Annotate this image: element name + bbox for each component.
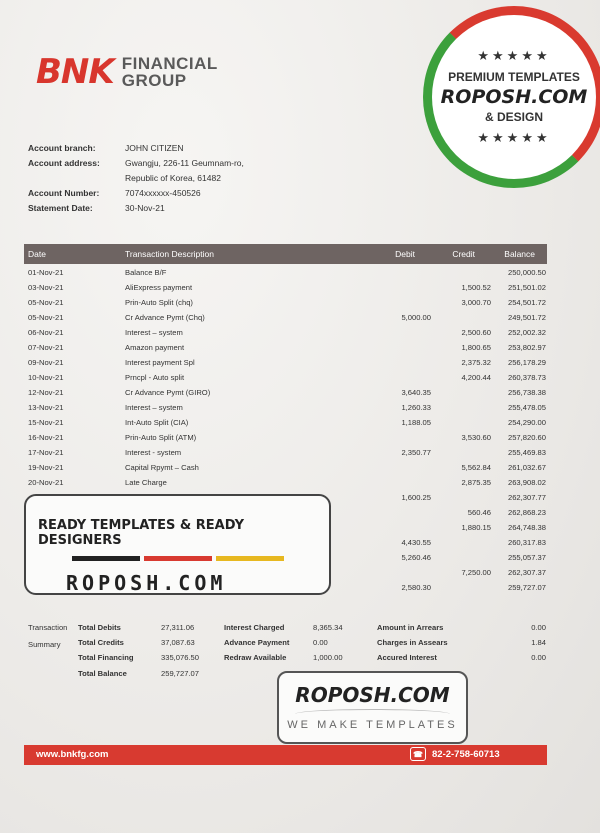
ready-templates-watermark [24,494,331,595]
branch-row [28,140,244,155]
row-credit: 5,562.84 [461,463,491,472]
row-balance: 249,501.72 [507,313,546,322]
row-credit: 4,200.44 [461,373,491,382]
table-row [24,265,547,280]
row-date: 07-Nov-21 [28,343,64,352]
branch-label: Account branch: [28,142,96,153]
badge-line-3: & DESIGN [484,110,543,124]
total-financing-value: 335,076.50 [161,653,200,662]
bank-logo [36,52,218,92]
total-debits-value: 27,311.06 [161,623,195,632]
interest-charged-value: 8,365.34 [313,623,343,632]
color-bars [72,556,317,561]
address-row [28,155,244,170]
row-credit: 1,500.52 [461,283,491,292]
roposh-title: ROPOSH.COM [295,683,450,707]
badge-line-2: ROPOSH.COM [440,86,588,108]
row-date: 09-Nov-21 [28,358,64,367]
row-balance: 253,802.97 [507,343,546,352]
statement-date-value: 30-Nov-21 [125,202,165,213]
amount-arrears-label: Amount in Arrears [377,623,444,632]
header-debit: Debit [395,249,415,259]
row-balance: 264,748.38 [507,523,546,532]
row-date: 05-Nov-21 [28,298,64,307]
premium-templates-badge [423,6,600,188]
row-credit: 3,530.60 [461,433,491,442]
row-description: Interest – system [125,328,183,337]
total-balance-label: Total Balance [78,669,127,678]
badge-line-1: PREMIUM TEMPLATES [448,70,580,84]
account-number-row [28,185,244,200]
row-date: 19-Nov-21 [28,463,64,472]
row-debit: 4,430.55 [401,538,431,547]
row-description: Cr Advance Pymt (Chq) [125,313,205,322]
row-balance: 255,469.83 [507,448,546,457]
table-row [24,370,547,385]
row-balance: 262,307.37 [507,568,546,577]
stars-bottom-icon: ★★★★★ [477,130,551,145]
row-description: Amazon payment [125,343,185,352]
row-description: Balance B/F [125,268,167,277]
table-row [24,430,547,445]
header-credit: Credit [452,249,475,259]
row-date: 03-Nov-21 [28,283,64,292]
statement-date-label: Statement Date: [28,202,93,213]
row-credit: 2,375.32 [461,358,491,367]
advance-payment-value: 0.00 [313,638,328,647]
redraw-available-value: 1,000.00 [313,653,343,662]
total-debits-label: Total Debits [78,623,121,632]
row-credit: 2,875.35 [461,478,491,487]
total-balance-value: 259,727.07 [161,669,200,678]
row-debit: 1,260.33 [401,403,431,412]
wave-divider [295,709,450,719]
table-row [24,325,547,340]
account-number-value: 7074xxxxxx-450526 [125,187,201,198]
row-date: 10-Nov-21 [28,373,64,382]
row-description: Cr Advance Pymt (GIRO) [125,388,211,397]
row-balance: 262,868.23 [507,508,546,517]
charges-arrears-label: Charges in Assears [377,638,448,647]
row-description: Prin-Auto Split (chq) [125,298,193,307]
table-row [24,340,547,355]
logo-line-1: FINANCIAL [121,54,218,73]
advance-payment-label: Advance Payment [224,638,290,647]
row-balance: 250,000.50 [507,268,546,277]
row-description: Interest – system [125,403,183,412]
row-date: 13-Nov-21 [28,403,64,412]
row-description: Prncpl - Auto split [125,373,185,382]
roposh-watermark [277,671,468,744]
row-balance: 252,002.32 [507,328,546,337]
accured-interest-value: 0.00 [531,653,546,662]
stars-top-icon: ★★★★★ [477,48,551,63]
row-balance: 262,307.77 [507,493,546,502]
address-label: Account address: [28,157,100,168]
row-debit: 3,640.35 [401,388,431,397]
row-balance: 263,908.02 [507,478,546,487]
table-row [24,295,547,310]
amount-arrears-value: 0.00 [531,623,546,632]
transactions-header [24,244,547,264]
summary-label-1: Transaction [28,623,68,632]
summary-label-2: Summary [28,640,61,649]
total-credits-value: 37,087.63 [161,638,195,647]
phone-number: 82-2-758-60713 [432,748,500,760]
row-credit: 2,500.60 [461,328,491,337]
row-credit: 3,000.70 [461,298,491,307]
row-credit: 7,250.00 [461,568,491,577]
row-description: Late Charge [125,478,167,487]
row-debit: 2,350.77 [401,448,431,457]
row-date: 12-Nov-21 [28,388,64,397]
color-bar-yellow [216,556,284,561]
charges-arrears-value: 1.84 [531,638,546,647]
row-debit: 1,600.25 [401,493,431,502]
row-description: Interest payment Spl [125,358,195,367]
footer-bar [24,745,547,765]
account-number-label: Account Number: [28,187,100,198]
address-line-1: Gwangju, 226-11 Geumnam-ro, [125,157,244,168]
row-date: 15-Nov-21 [28,418,64,427]
row-balance: 251,501.02 [507,283,546,292]
row-debit: 2,580.30 [401,583,431,592]
row-balance: 255,057.37 [507,553,546,562]
table-row [24,475,547,490]
row-date: 06-Nov-21 [28,328,64,337]
table-row [24,310,547,325]
logo-text [122,55,218,89]
phone-contact [410,747,500,761]
row-balance: 260,378.73 [507,373,546,382]
row-debit: 5,260.46 [401,553,431,562]
row-balance: 255,478.05 [507,403,546,412]
row-debit: 5,000.00 [401,313,431,322]
row-description: Prin-Auto Split (ATM) [125,433,197,442]
header-balance: Balance [504,249,535,259]
branch-value: JOHN CITIZEN [125,142,184,153]
row-credit: 1,800.65 [461,343,491,352]
row-balance: 257,820.60 [507,433,546,442]
table-row [24,415,547,430]
row-debit: 1,188.05 [401,418,431,427]
table-row [24,460,547,475]
statement-date-row [28,200,244,215]
accured-interest-label: Accured Interest [377,653,437,662]
roposh-tagline: WE MAKE TEMPLATES [287,719,458,731]
table-row [24,385,547,400]
row-balance: 259,727.07 [507,583,546,592]
website-link[interactable]: www.bnkfg.com [36,749,109,760]
row-balance: 261,032.67 [507,463,546,472]
row-date: 16-Nov-21 [28,433,64,442]
logo-mark: BNK [36,52,114,92]
row-date: 05-Nov-21 [28,313,64,322]
table-row [24,445,547,460]
table-row [24,355,547,370]
total-financing-label: Total Financing [78,653,134,662]
header-date: Date [28,249,46,259]
row-description: Interest - system [125,448,182,457]
color-bar-red [144,556,212,561]
phone-icon: ☎ [410,747,426,761]
row-description: Capital Rpymt – Cash [125,463,199,472]
interest-charged-label: Interest Charged [224,623,285,632]
row-date: 01-Nov-21 [28,268,64,277]
row-balance: 256,738.38 [507,388,546,397]
logo-line-2: GROUP [121,71,187,90]
ready-line-1: READY TEMPLATES & READY DESIGNERS [38,518,244,548]
table-row [24,280,547,295]
row-balance: 260,317.83 [507,538,546,547]
redraw-available-label: Redraw Available [224,653,287,662]
row-description: AliExpress payment [125,283,193,292]
table-row [24,400,547,415]
total-credits-label: Total Credits [78,638,124,647]
row-credit: 1,880.15 [461,523,491,532]
row-balance: 254,290.00 [507,418,546,427]
row-date: 20-Nov-21 [28,478,64,487]
header-description: Transaction Description [125,249,214,259]
address-line-2: Republic of Korea, 61482 [125,172,221,183]
row-date: 17-Nov-21 [28,448,64,457]
row-balance: 256,178.29 [507,358,546,367]
color-bar-dark [72,556,140,561]
row-credit: 560.46 [467,508,491,517]
account-info [28,140,244,215]
row-description: Int-Auto Split (CIA) [125,418,189,427]
row-balance: 254,501.72 [507,298,546,307]
ready-line-2: ROPOSH.COM [66,571,227,595]
